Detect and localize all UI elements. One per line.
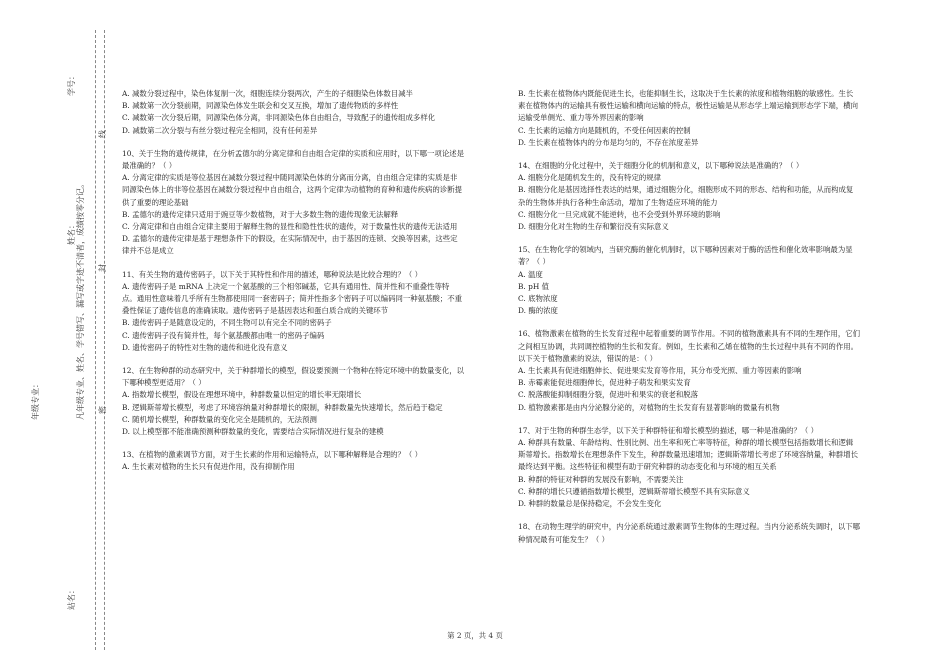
question-stem: 10、关于生物的遗传规律，在分析孟德尔的分离定律和自由组合定律的实质和应用时，以下哪一项论述是最准确的？（ ） bbox=[122, 148, 464, 171]
question-stem: 16、植物激素在植物的生长发育过程中起着重要的调节作用。不同的植物激素具有不同的生理作用，它们之间相互协调，共同调控植物的生长和发育。例如，生长素和乙烯在植物的生长过程中具有不同的作用。以下关于植物激素的说法，错误的是：（ ） bbox=[518, 329, 860, 363]
name-label: 姓名： bbox=[67, 221, 76, 245]
question-18 bbox=[518, 521, 860, 545]
option: A. 温度 bbox=[518, 269, 543, 279]
option: A. 种群具有数量、年龄结构、性别比例、出生率和死亡率等特征，种群的增长模型包括指数增长和逻辑斯蒂增长。指数增长在理想条件下发生，种群数量迅速增加；逻辑斯蒂增长考虑了环境容纳量，种群增长最终达到平衡。这些特征和模型有助于研究种群的动态变化和与环境的相互关系 bbox=[518, 438, 858, 472]
question-stem: 11、有关生物的遗传密码子，以下关于其特性和作用的描述，哪种说法是比较合理的？（ ） bbox=[122, 269, 422, 279]
option: A. 减数分裂过程中，染色体复制一次，细胞连续分裂两次，产生的子细胞染色体数目减半 bbox=[122, 89, 413, 98]
option: B. 赤霉素能促进细胞伸长，促进种子萌发和果实发育 bbox=[518, 378, 691, 388]
option: A. 生长素具有促进细胞伸长、促进果实发育等作用，其分布受光照、重力等因素的影响 bbox=[518, 366, 802, 376]
option: A. 分离定律的实质是等位基因在减数分裂过程中随同源染色体的分离而分离，自由组合定律的实质是非同源染色体上的非等位基因在减数分裂过程中自由组合，这两个定律为动植物的育种和遗传疾病的诊断提供了重要的理论基础 bbox=[122, 173, 462, 207]
question-16 bbox=[518, 328, 860, 413]
binding-warning: 凡年级专业、姓名、学号错写、漏写或字迹不清者，成绩按零分记。 bbox=[76, 180, 85, 420]
page-footer: 第 2 页，共 4 页 bbox=[447, 631, 503, 640]
option: B. pH 值 bbox=[518, 281, 550, 291]
question-17 bbox=[518, 425, 860, 510]
dashed-line-inner bbox=[104, 30, 105, 650]
option: D. 酶的浓度 bbox=[518, 306, 558, 316]
option: A. 遗传密码子是 mRNA 上决定一个氨基酸的三个相邻碱基，它具有通用性、简并性和不重叠性等特点。通用性意味着几乎所有生物都使用同一套密码子；简并性指多个密码子可以编码同一种氨基酸；不重叠性保证了遗传信息的准确读取。遗传密码子是基因表达和蛋白质合成的关键环节 bbox=[122, 281, 462, 316]
feng-mark: 封 bbox=[98, 264, 107, 272]
option: B. 生长素在植物体内既能促进生长，也能抑制生长，这取决于生长素的浓度和植物细胞的敏感性。生长素在植物体内的运输具有极性运输和横向运输的特点，极性运输是从形态学上端运输到形态学下端，横向运输受单侧光、重力等外界因素的影响 bbox=[518, 89, 858, 123]
option: A. 细胞分化是随机发生的，没有特定的规律 bbox=[518, 173, 662, 183]
option: C. 生长素的运输方向是随机的，不受任何因素的控制 bbox=[518, 125, 691, 135]
question-15 bbox=[518, 244, 860, 317]
option: D. 种群的数量总是保持稳定，不会发生变化 bbox=[518, 499, 662, 509]
question-13-continued bbox=[518, 88, 860, 149]
option: D. 细胞分化对生物的生存和繁衍没有实际意义 bbox=[518, 222, 669, 232]
xian-mark: 线 bbox=[98, 130, 107, 138]
option: A. 生长素对植物的生长只有促进作用，没有抑制作用 bbox=[122, 462, 295, 472]
question-12 bbox=[122, 365, 464, 438]
question-stem: 13、在植物的激素调节方面，对于生长素的作用和运输特点，以下哪种解释是合理的？（ ） bbox=[122, 450, 422, 460]
question-13 bbox=[122, 449, 464, 473]
option: C. 底物浓度 bbox=[518, 294, 558, 304]
grade-major-label: 年级专业： bbox=[31, 380, 40, 420]
option: D. 以上模型都不能准确预测种群数量的变化，需要结合实际情况进行复杂的建模 bbox=[122, 427, 384, 437]
binding-margin bbox=[0, 0, 110, 672]
option: B. 逻辑斯蒂增长模型，考虑了环境容纳量对种群增长的限制，种群数量先快速增长，然后趋于稳定 bbox=[122, 402, 443, 412]
question-10 bbox=[122, 148, 464, 258]
option: C. 种群的增长只遵循指数增长模型，逻辑斯蒂增长模型不具有实际意义 bbox=[518, 486, 750, 496]
option: D. 遗传密码子的特性对生物的遗传和进化没有意义 bbox=[122, 342, 288, 352]
option: A. 指数增长模型，假设在理想环境中，种群数量以恒定的增长率无限增长 bbox=[122, 390, 362, 400]
option: C. 脱落酸能抑制细胞分裂，促进叶和果实的衰老和脱落 bbox=[518, 390, 699, 400]
question-stem: 15、在生物化学的领域内，当研究酶的催化机制时，以下哪种因素对于酶的活性和催化效率影响最为显著？（ ） bbox=[518, 245, 853, 267]
question-9 bbox=[122, 88, 464, 137]
question-stem: 17、对于生物的种群生态学，以下关于种群特征和增长模型的描述，哪一种是准确的？（ ） bbox=[518, 425, 818, 435]
option: B. 细胞分化是基因选择性表达的结果，通过细胞分化，细胞形成不同的形态、结构和功能，从而构成复杂的生物体并执行各种生命活动，增加了生物适应环境的能力 bbox=[518, 185, 854, 207]
question-11 bbox=[122, 269, 464, 354]
question-stem: 14、在细胞的分化过程中，关于细胞分化的机制和意义，以下哪种说法是准确的？（ ） bbox=[518, 161, 804, 171]
option: D. 减数第二次分裂与有丝分裂过程完全相同，没有任何差异 bbox=[122, 125, 318, 135]
option: B. 遗传密码子是随意设定的，不同生物可以有完全不同的密码子 bbox=[122, 318, 332, 328]
question-stem: 18、在动物生理学的研究中，内分泌系统通过激素调节生物体的生理过程。当内分泌系统失调时，以下哪种情况最有可能发生？（ ） bbox=[518, 522, 860, 544]
option: C. 随机增长模型，种群数量的变化完全是随机的，无法预测 bbox=[122, 414, 317, 424]
option: C. 遗传密码子没有简并性，每个氨基酸都由唯一的密码子编码 bbox=[122, 330, 325, 340]
left-column bbox=[122, 88, 464, 485]
seal-mark: 密 bbox=[98, 406, 107, 414]
question-14 bbox=[518, 160, 860, 233]
option: B. 减数第一次分裂前期，同源染色体发生联会和交叉互换，增加了遗传物质的多样性 bbox=[122, 101, 399, 111]
option: C. 减数第一次分裂后期，同源染色体分离，非同源染色体自由组合，导致配子的遗传组成多样化 bbox=[122, 113, 436, 123]
right-column bbox=[518, 88, 860, 557]
option: C. 分离定律和自由组合定律主要用于解释生物的显性和隐性性状的遗传，对于数量性状的遗传无法适用 bbox=[122, 222, 458, 232]
option: D. 孟德尔的遗传定律是基于理想条件下的假设，在实际情况中，由于基因的连锁、交换等因素，这些定律并不总是成立 bbox=[122, 234, 458, 256]
option: D. 植物激素都是由内分泌腺分泌的，对植物的生长发育有显著影响的微量有机物 bbox=[518, 402, 780, 412]
option: B. 种群的特征对种群的发展没有影响，不需要关注 bbox=[518, 474, 684, 484]
option: C. 细胞分化一旦完成就不能逆转，也不会受到外界环境的影响 bbox=[518, 209, 721, 219]
station-label: 站名： bbox=[67, 586, 76, 610]
option: D. 生长素在植物体内的分布是均匀的，不存在浓度差异 bbox=[518, 137, 699, 147]
dashed-line-outer bbox=[95, 30, 96, 650]
id-label: 学号： bbox=[67, 72, 76, 96]
option: B. 孟德尔的遗传定律只适用于豌豆等少数植物，对于大多数生物的遗传现象无法解释 bbox=[122, 209, 399, 219]
question-stem: 12、在生物种群的动态研究中，关于种群增长的模型，假设要预测一个物种在特定环境中的数量变化，以下哪种模型更适用？（ ） bbox=[122, 366, 464, 388]
